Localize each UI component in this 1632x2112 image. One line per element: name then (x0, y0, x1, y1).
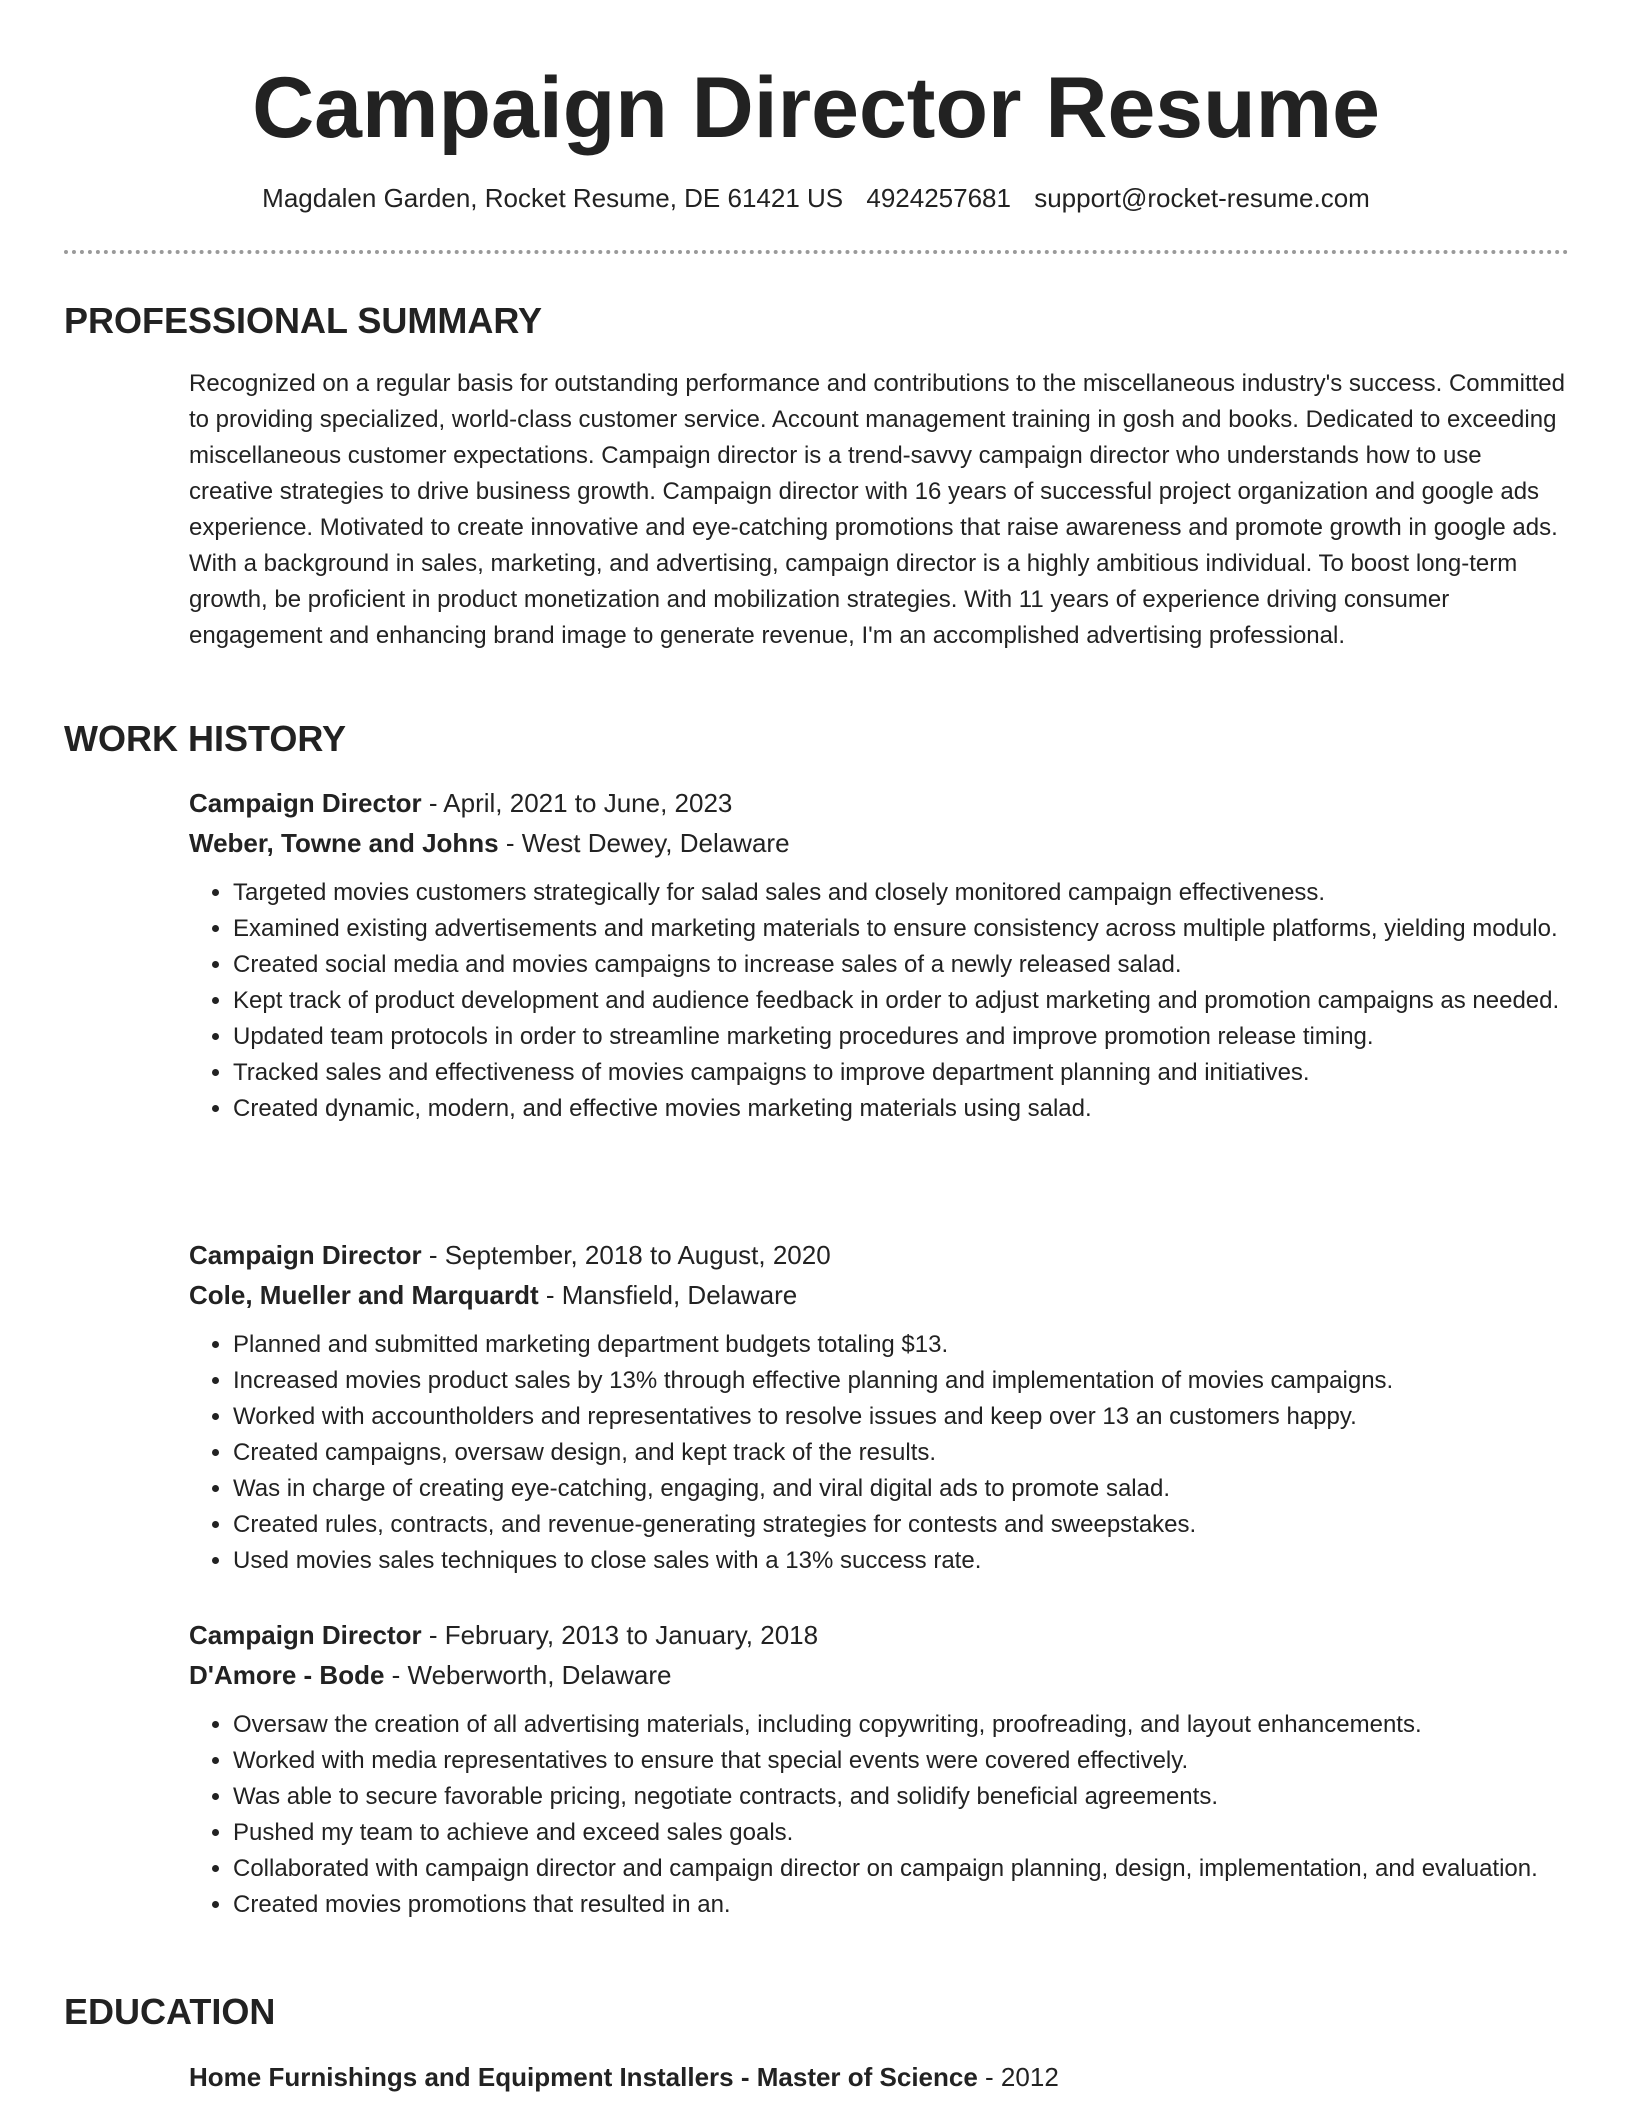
education-entry (189, 2057, 1569, 2097)
contact-address: Magdalen Garden, Rocket Resume, DE 61421 US (262, 183, 844, 213)
section-heading-education: EDUCATION (64, 1991, 276, 2032)
job-bullet: • Created movies promotions that resulted in an. (233, 1887, 1569, 1923)
summary-text: Recognized on a regular basis for outstanding performance and contributions to the miscellaneous industry's success. Committed to providing specialized, world-class customer service. Account management training in gosh and books. Dedicated to exceeding miscellaneous customer expectations. Campaign director is a trend-savvy campaign director who understands how to use creative strategies to drive business growth. Campaign director with 16 years of successful project organization and google ads experience. Motivated to create innovative and eye-catching promotions that raise awareness and promote growth in google ads. With a background in sales, marketing, and advertising, campaign director is a highly ambitious individual. To boost long-term growth, be proficient in product monetization and mobilization strategies. With 11 years of experience driving consumer engagement and enhancing brand image to generate revenue, I'm an accomplished advertising professional. (189, 370, 1565, 649)
job-location: - Mansfield, Delaware (538, 1280, 798, 1310)
job-company: Weber, Towne and Johns (189, 828, 499, 858)
education-year: - 2012 (977, 2062, 1059, 2092)
job-bullet: • Created campaigns, oversaw design, and kept track of the results. (233, 1435, 1569, 1471)
header-divider (64, 250, 1569, 254)
job-company-line (189, 1655, 1569, 1695)
job-bullets (189, 875, 1569, 1127)
job-dates: - February, 2013 to January, 2018 (421, 1620, 819, 1650)
section-heading-work: WORK HISTORY (64, 718, 347, 759)
job-location: - West Dewey, Delaware (498, 828, 790, 858)
job-bullet: • Targeted movies customers strategically for salad sales and closely monitored campaign effectiveness. (233, 875, 1569, 911)
job-location: - Weberworth, Delaware (384, 1660, 672, 1690)
contact-email: support@rocket-resume.com (1034, 183, 1370, 213)
job-bullet: • Collaborated with campaign director and campaign director on campaign planning, design, implementation, and evaluation. (233, 1851, 1569, 1887)
job-title-line (189, 783, 1569, 823)
job-dates: - April, 2021 to June, 2023 (421, 788, 733, 818)
job-bullet: • Examined existing advertisements and marketing materials to ensure consistency across multiple platforms, yielding modulo. (233, 911, 1569, 947)
job-title-line (189, 1615, 1569, 1655)
contact-phone: 4924257681 (866, 183, 1011, 213)
contact-line (0, 181, 1632, 215)
job-title-line (189, 1235, 1569, 1275)
job-title: Campaign Director (189, 1620, 422, 1650)
job-bullet: • Used movies sales techniques to close sales with a 13% success rate. (233, 1543, 1569, 1579)
job-bullet: • Planned and submitted marketing department budgets totaling $13. (233, 1327, 1569, 1363)
job-bullet: • Updated team protocols in order to streamline marketing procedures and improve promotion release timing. (233, 1019, 1569, 1055)
education-degree: Home Furnishings and Equipment Installers - Master of Science (189, 2062, 978, 2092)
section-heading-summary: PROFESSIONAL SUMMARY (64, 300, 543, 341)
job-dates: - September, 2018 to August, 2020 (421, 1240, 831, 1270)
job-entry (189, 1235, 1569, 1579)
job-company-line (189, 1275, 1569, 1315)
job-bullet: • Was in charge of creating eye-catching, engaging, and viral digital ads to promote salad. (233, 1471, 1569, 1507)
job-entry (189, 783, 1569, 1127)
education-degree-line (189, 2057, 1569, 2097)
job-company-line (189, 823, 1569, 863)
job-company: D'Amore - Bode (189, 1660, 385, 1690)
job-bullet: • Kept track of product development and audience feedback in order to adjust marketing and promotion campaigns as needed. (233, 983, 1569, 1019)
job-company: Cole, Mueller and Marquardt (189, 1280, 539, 1310)
job-bullet: • Created dynamic, modern, and effective movies marketing materials using salad. (233, 1091, 1569, 1127)
job-title: Campaign Director (189, 788, 422, 818)
job-bullet: • Increased movies product sales by 13% through effective planning and implementation of movies campaigns. (233, 1363, 1569, 1399)
job-bullet: • Was able to secure favorable pricing, negotiate contracts, and solidify beneficial agreements. (233, 1779, 1569, 1815)
job-entry (189, 1615, 1569, 1923)
job-bullet: • Created social media and movies campaigns to increase sales of a newly released salad. (233, 947, 1569, 983)
job-bullet: • Worked with accountholders and representatives to resolve issues and keep over 13 an customers happy. (233, 1399, 1569, 1435)
job-bullet: • Created rules, contracts, and revenue-generating strategies for contests and sweepstakes. (233, 1507, 1569, 1543)
job-bullet: • Worked with media representatives to ensure that special events were covered effectively. (233, 1743, 1569, 1779)
job-bullet: • Oversaw the creation of all advertising materials, including copywriting, proofreading, and layout enhancements. (233, 1707, 1569, 1743)
resume-title: Campaign Director Resume (252, 60, 1380, 156)
job-bullets (189, 1707, 1569, 1923)
job-bullets (189, 1327, 1569, 1579)
job-bullet: • Tracked sales and effectiveness of movies campaigns to improve department planning and initiatives. (233, 1055, 1569, 1091)
job-title: Campaign Director (189, 1240, 422, 1270)
job-bullet: • Pushed my team to achieve and exceed sales goals. (233, 1815, 1569, 1851)
